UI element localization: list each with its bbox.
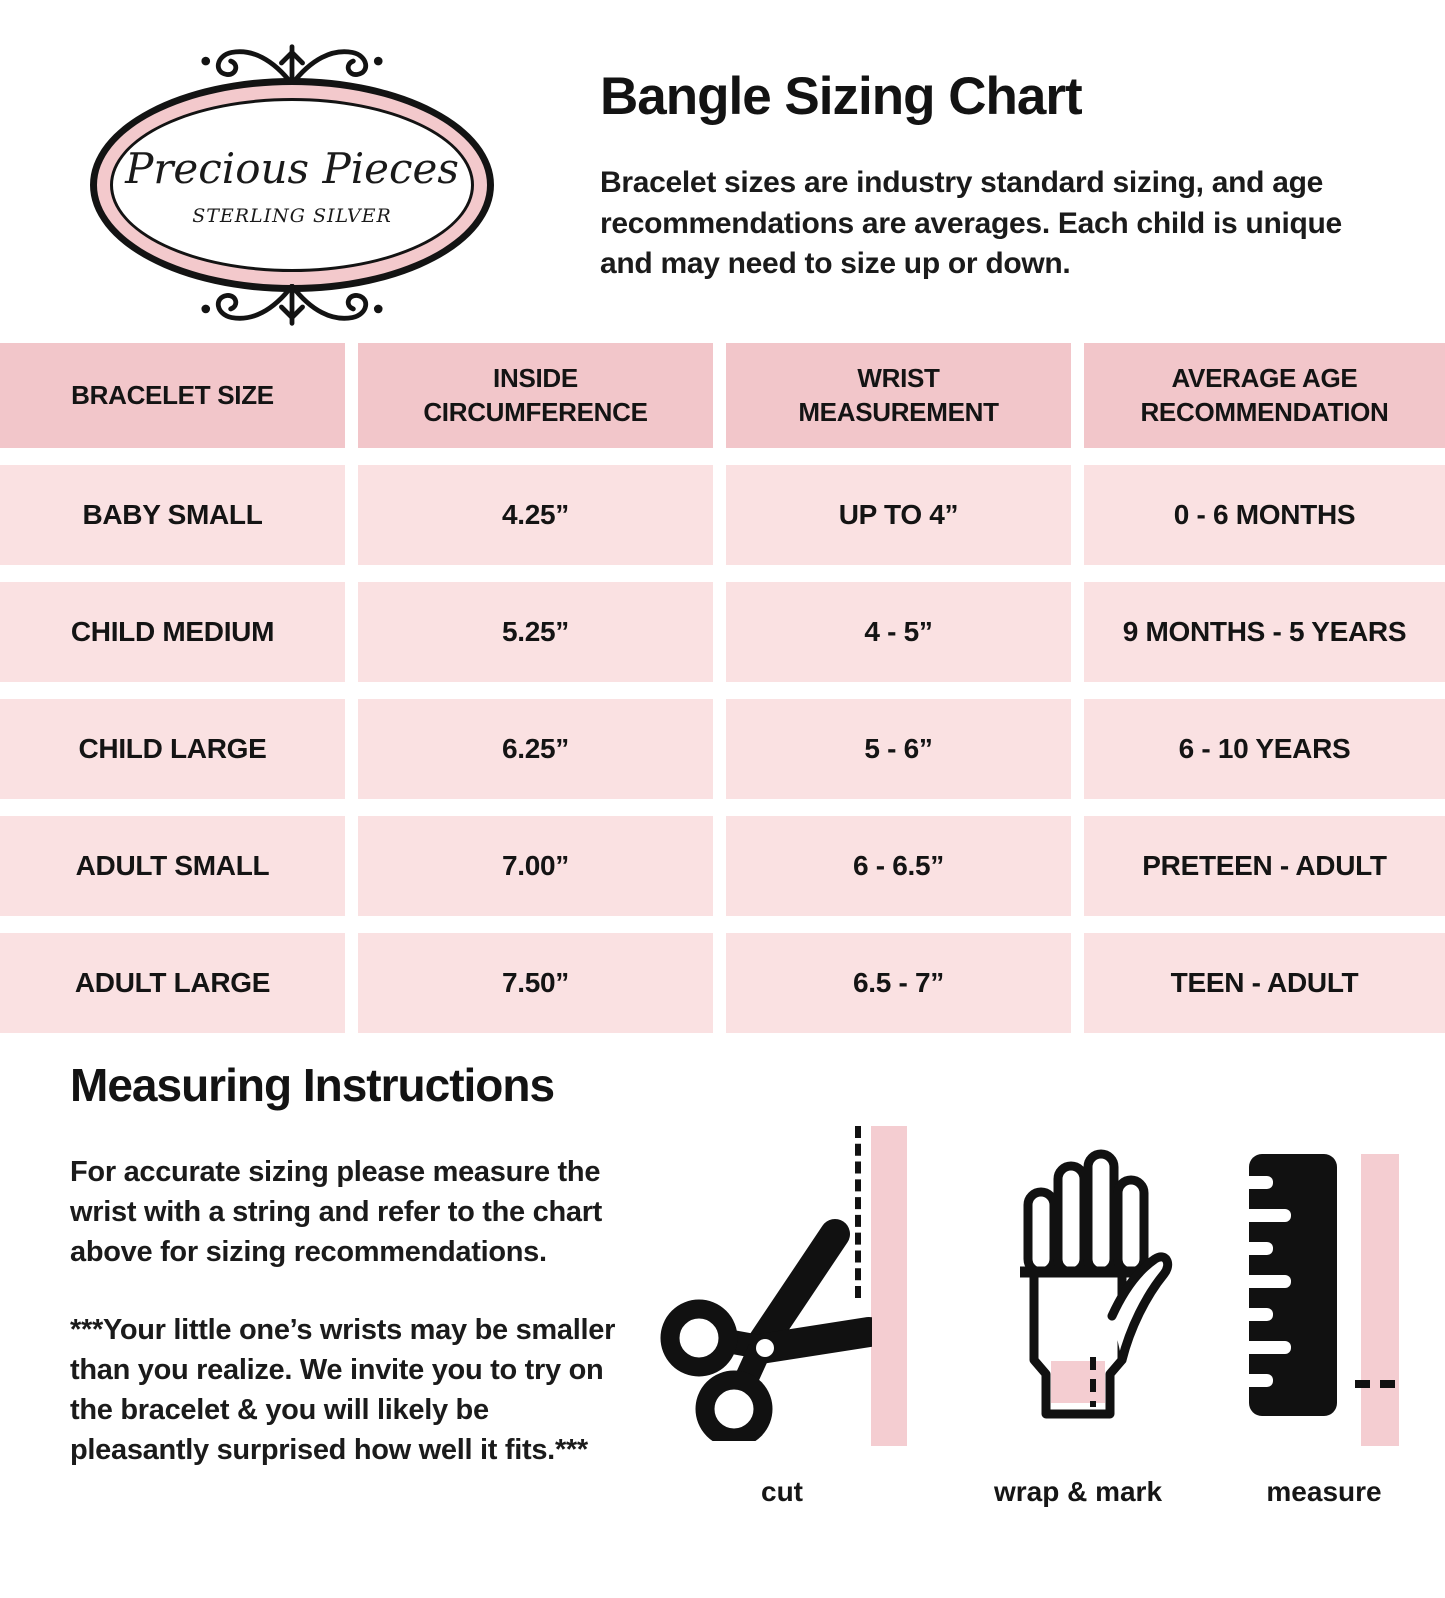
measuring-steps-figures: [645, 1092, 1399, 1508]
page-title: Bangle Sizing Chart: [600, 67, 1082, 126]
brand-logo: [86, 40, 498, 343]
brand-tagline: STERLING SILVER: [192, 204, 392, 227]
table-cell: 6 - 10 YEARS: [1084, 699, 1445, 799]
table-cell: TEEN - ADULT: [1084, 933, 1445, 1033]
string-strip-shape: [871, 1126, 907, 1446]
measure-label: measure: [1266, 1476, 1382, 1508]
table-cell: 4.25”: [358, 465, 713, 565]
table-cell: 4 - 5”: [726, 582, 1071, 682]
table-cell: CHILD LARGE: [0, 699, 345, 799]
table-cell: UP TO 4”: [726, 465, 1071, 565]
table-cell: 7.00”: [358, 816, 713, 916]
instructions-title: Measuring Instructions: [70, 1059, 555, 1111]
column-header-wrist-measurement: WRIST MEASUREMENT: [726, 343, 1071, 448]
figure-cut: [657, 1111, 907, 1508]
table-cell: BABY SMALL: [0, 465, 345, 565]
wrap-and-mark-label: wrap & mark: [993, 1476, 1163, 1508]
logo-oval-inner: [110, 98, 474, 272]
cut-illustration: [657, 1111, 907, 1446]
measure-illustration: [1249, 1111, 1399, 1446]
instructions-paragraph-1: For accurate sizing please measure the wrist with a string and refer to the chart above for sizing recommendations.: [70, 1156, 603, 1269]
table-cell: 6.25”: [358, 699, 713, 799]
table-cell: 6 - 6.5”: [726, 816, 1071, 916]
sizing-table: [0, 343, 1445, 1033]
figure-measure: [1249, 1111, 1399, 1508]
ruler-icon: [1249, 1146, 1399, 1446]
cut-label: cut: [761, 1476, 803, 1508]
column-header-average-age: AVERAGE AGE RECOMMENDATION: [1084, 343, 1445, 448]
scissors-icon: [657, 1206, 872, 1441]
table-cell: ADULT SMALL: [0, 816, 345, 916]
figure-wrap-and-mark: [976, 1111, 1181, 1508]
title-block: [600, 40, 1352, 343]
wrap-illustration: [976, 1111, 1181, 1446]
table-cell: 6.5 - 7”: [726, 933, 1071, 1033]
table-cell: ADULT LARGE: [0, 933, 345, 1033]
table-cell: 0 - 6 MONTHS: [1084, 465, 1445, 565]
instructions-section: [0, 1033, 1445, 1508]
table-cell: CHILD MEDIUM: [0, 582, 345, 682]
instructions-text-block: [70, 1058, 645, 1508]
column-header-inside-circumference: INSIDE CIRCUMFERENCE: [358, 343, 713, 448]
table-cell: PRETEEN - ADULT: [1084, 816, 1445, 916]
table-cell: 5 - 6”: [726, 699, 1071, 799]
header-section: [0, 0, 1445, 343]
hand-icon: [976, 1124, 1181, 1424]
table-cell: 9 MONTHS - 5 YEARS: [1084, 582, 1445, 682]
page-description: Bracelet sizes are industry standard sizing, and age recommendations are averages. Each child is unique and may need to size up or down.: [600, 166, 1342, 280]
brand-name: Precious Pieces: [125, 143, 459, 193]
column-header-bracelet-size: BRACELET SIZE: [0, 343, 345, 448]
logo-oval: [90, 78, 494, 292]
instructions-paragraph-2: ***Your little one’s wrists may be smaller than you realize. We invite you to try on the bracelet & you will likely be pleasantly surprised how well it fits.***: [70, 1314, 616, 1467]
logo-flourish-bottom-icon: [176, 284, 408, 330]
table-cell: 7.50”: [358, 933, 713, 1033]
table-cell: 5.25”: [358, 582, 713, 682]
